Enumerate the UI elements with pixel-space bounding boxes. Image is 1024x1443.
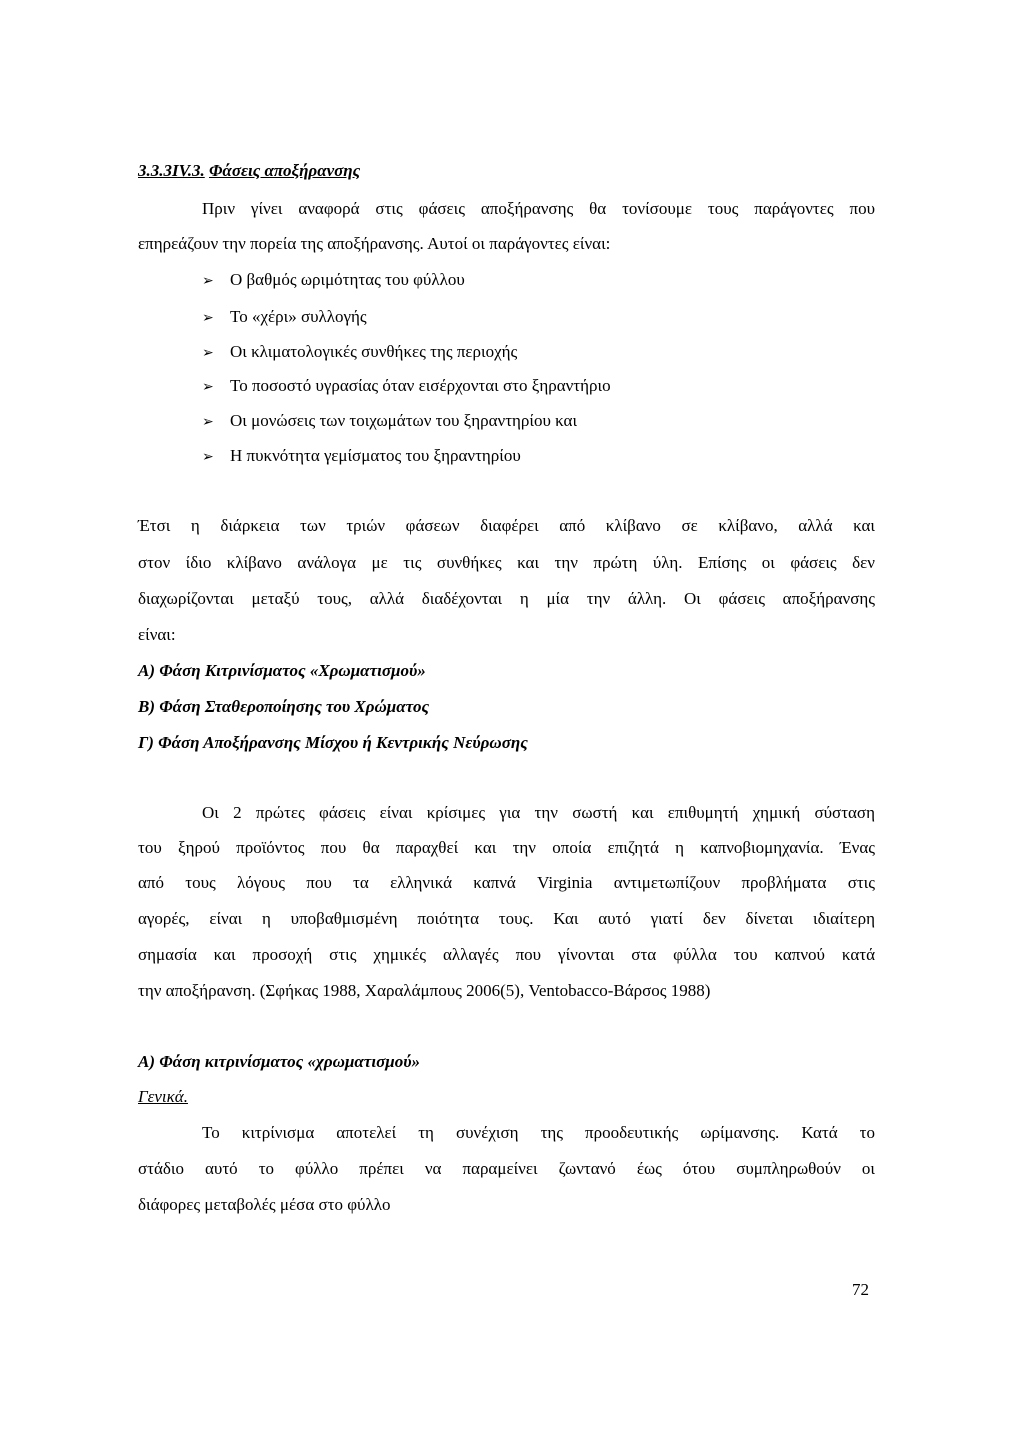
section-number: 3.3.3IV.3. [138,161,205,180]
list-item [202,342,517,363]
list-item [202,376,611,397]
list-item-text: Το ποσοστό υγρασίας όταν εισέρχονται στο ξηραντήριο [230,376,611,395]
list-item-text: Οι κλιματολογικές συνθήκες της περιοχής [230,342,518,361]
list-item-text: Η πυκνότητα γεμίσματος του ξηραντηρίου [230,446,521,465]
arrow-bullet-icon: ➢ [202,449,214,465]
list-item [202,411,577,432]
paragraph-2-line: σημασία και προσοχή στις χημικές αλλαγές που γίνονται στα φύλλα του καπνού κατά [138,945,875,964]
paragraph-2-line: του ξηρού προϊόντος που θα παραχθεί και την οποία επιζητά η καπνοβιομηχανία. Ένας [138,838,875,857]
phase-c: Γ) Φάση Αποξήρανσης Μίσχου ή Κεντρικής Νεύρωσης [138,733,528,752]
list-item [202,270,465,291]
paragraph-2-line: από τους λόγους που τα ελληνικά καπνά Virginia αντιμετωπίζουν προβλήματα στις [138,873,875,892]
section-heading [138,161,360,181]
list-item [202,446,521,467]
list-item-text: Οι μονώσεις των τοιχωμάτων του ξηραντηρίου και [230,411,578,430]
subsection-title: Α) Φάση κιτρινίσματος «χρωματισμού» [138,1052,421,1071]
phase-b: Β) Φάση Σταθεροποίησης του Χρώματος [138,697,430,716]
paragraph-3-line: στάδιο αυτό το φύλλο πρέπει να παραμείνει ζωντανό έως ότου συμπληρωθούν οι [138,1159,875,1178]
arrow-bullet-icon: ➢ [202,273,214,289]
arrow-bullet-icon: ➢ [202,345,214,361]
paragraph-1-line: διαχωρίζονται μεταξύ τους, αλλά διαδέχονται η μία την άλλη. Οι φάσεις αποξήρανσης [138,589,875,608]
arrow-bullet-icon: ➢ [202,379,214,395]
paragraph-1-line: Έτσι η διάρκεια των τριών φάσεων διαφέρει από κλίβανο σε κλίβανο, αλλά και [138,516,875,535]
intro-line-2: επηρεάζουν την πορεία της αποξήρανσης. Αυτοί οι παράγοντες είναι: [138,234,611,253]
arrow-bullet-icon: ➢ [202,414,214,430]
paragraph-3-line: διάφορες μεταβολές μέσα στο φύλλο [138,1195,391,1214]
list-item [202,307,367,328]
paragraph-2-line: αγορές, είναι η υποβαθμισμένη ποιότητα τους. Και αυτό γιατί δεν δίνεται ιδιαίτερη [138,909,875,928]
intro-line-1: Πριν γίνει αναφορά στις φάσεις αποξήρανσης θα τονίσουμε τους παράγοντες που [202,199,875,218]
phase-a: Α) Φάση Κιτρινίσματος «Χρωματισμού» [138,661,426,680]
paragraph-2-line: Οι 2 πρώτες φάσεις είναι κρίσιμες για την σωστή και επιθυμητή χημική σύσταση [202,803,875,822]
paragraph-1-line: είναι: [138,625,176,644]
general-label: Γενικά. [138,1087,188,1106]
section-title: Φάσεις αποξήρανσης [209,161,361,180]
arrow-bullet-icon: ➢ [202,310,214,326]
paragraph-3-line: Το κιτρίνισμα αποτελεί τη συνέχιση της προοδευτικής ωρίμανσης. Κατά το [202,1123,875,1142]
list-item-text: Ο βαθμός ωριμότητας του φύλλου [230,270,465,289]
list-item-text: Το «χέρι» συλλογής [230,307,367,326]
page-number: 72 [852,1280,869,1299]
paragraph-1-line: στον ίδιο κλίβανο ανάλογα με τις συνθήκες και την πρώτη ύλη. Επίσης οι φάσεις δεν [138,553,875,572]
paragraph-2-line: την αποξήρανση. (Σφήκας 1988, Χαραλάμπους 2006(5), Ventobacco-Βάρσος 1988) [138,981,711,1000]
